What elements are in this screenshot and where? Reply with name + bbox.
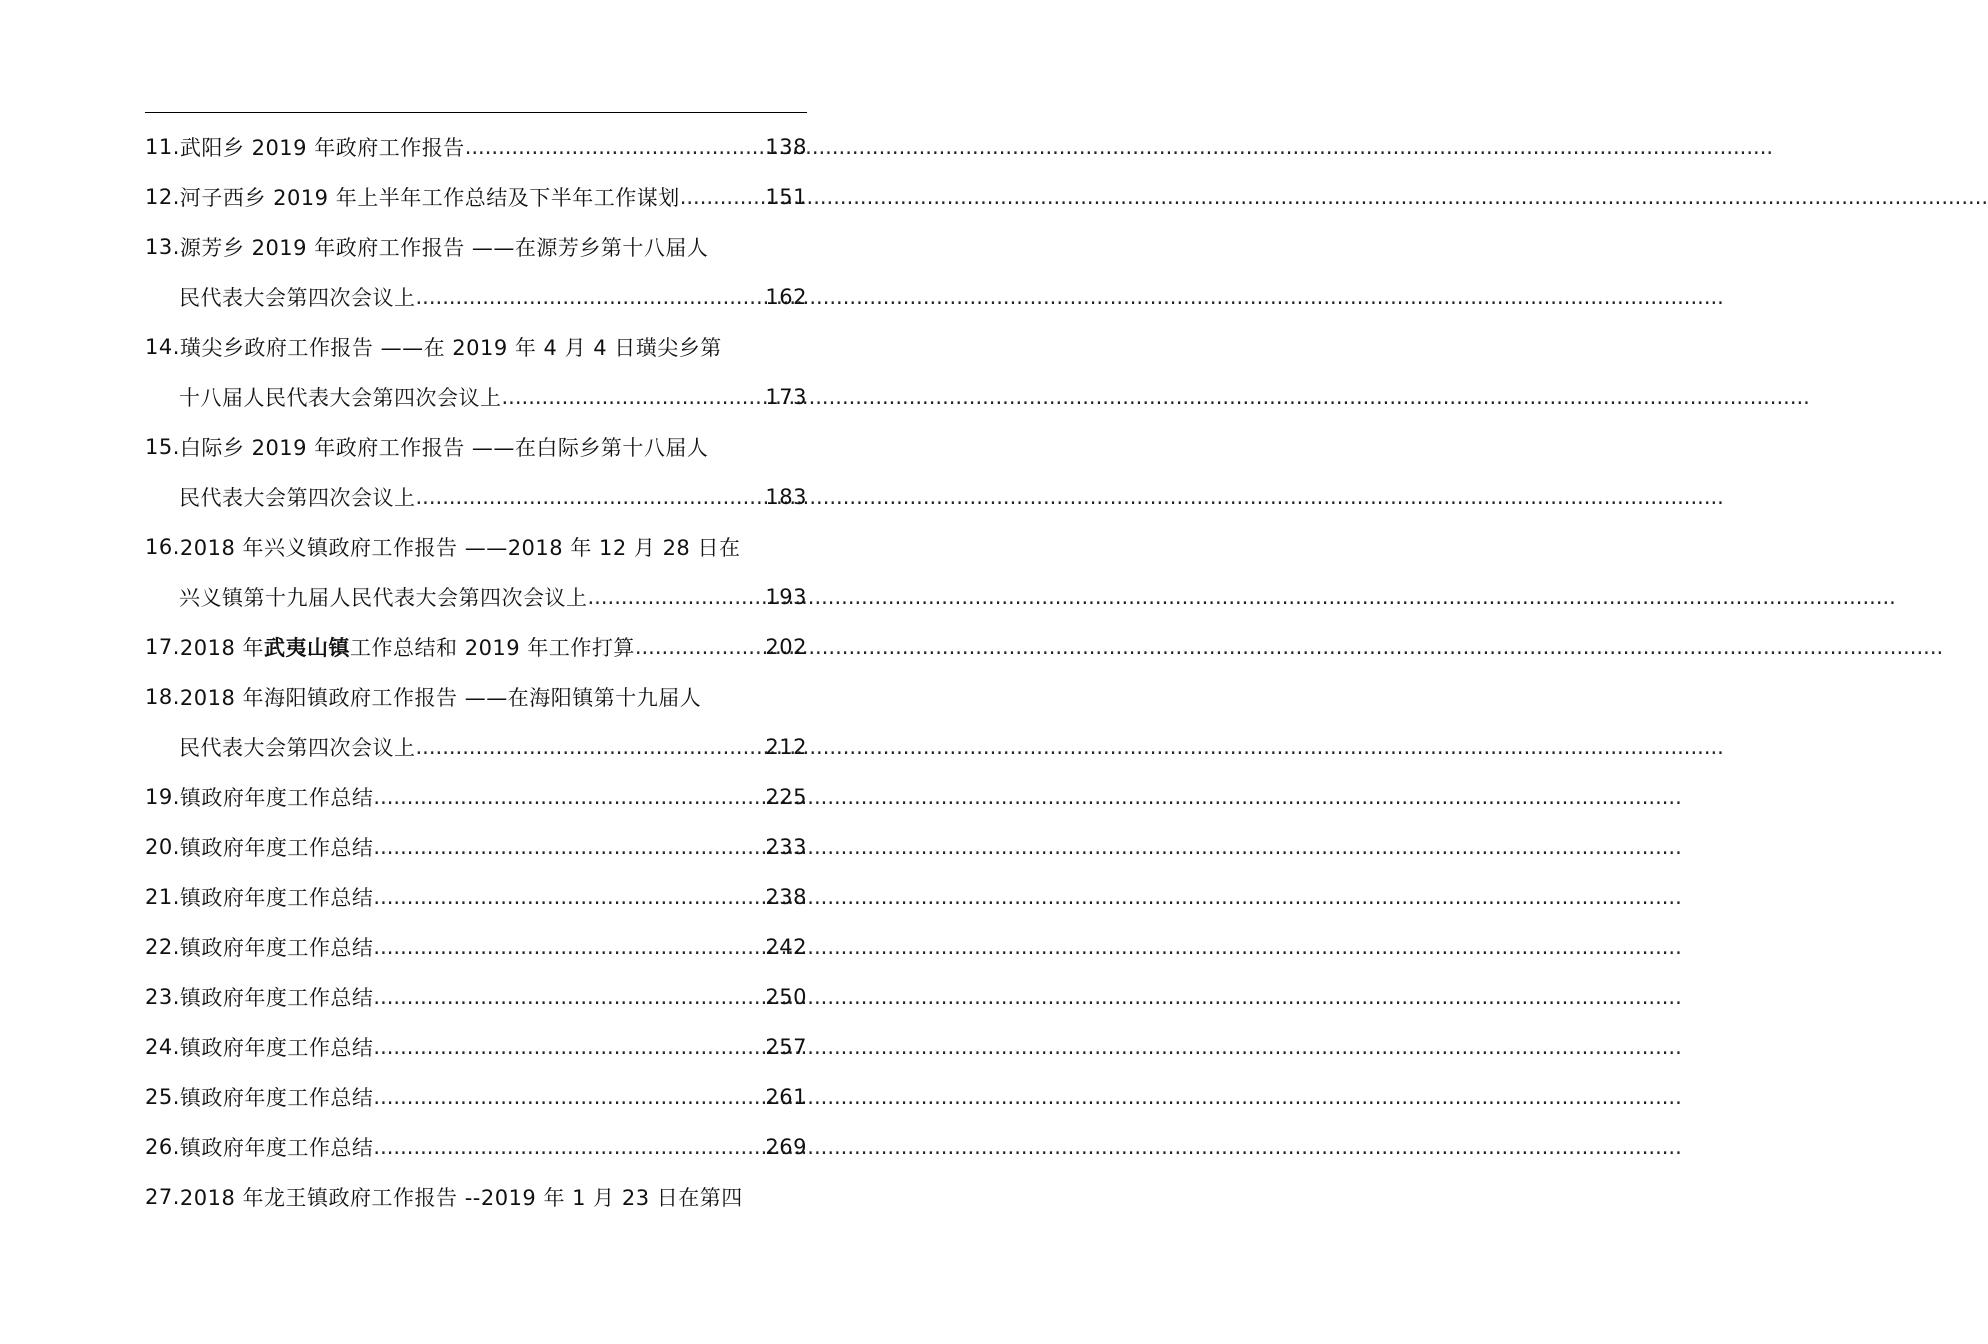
toc-entry-title — [180, 532, 741, 562]
toc-entry-title-text: 河子西乡 2019 年上半年工作总结及下半年工作谋划 — [179, 186, 680, 210]
toc-entry-title — [180, 632, 635, 662]
toc-leader-dots — [502, 385, 766, 409]
toc-entry-title — [179, 582, 588, 612]
toc-entry-title-text: 兴义镇第十九届人民代表大会第四次会议上 — [179, 586, 588, 610]
toc-entry-title — [179, 282, 416, 312]
toc-entry-title — [179, 482, 416, 512]
toc-entry[interactable] — [145, 672, 807, 722]
toc-entry-number: 12. — [145, 185, 180, 209]
toc-entry-title-text: 镇政府年度工作总结 — [179, 1136, 374, 1160]
toc-entry-title-text: 镇政府年度工作总结 — [179, 1036, 374, 1060]
toc-entry-title — [180, 982, 374, 1012]
toc-entry-title-text: 民代表大会第四次会议上 — [179, 286, 416, 310]
toc-page-number: 173 — [765, 385, 807, 409]
toc-entry-title-text: 镇政府年度工作总结 — [179, 986, 374, 1010]
toc-leader-dots — [416, 735, 766, 759]
toc-page-number: 242 — [765, 935, 807, 959]
toc-entry[interactable] — [145, 1022, 807, 1072]
toc-entry-title-text: 源芳乡 2019 年政府工作报告 ——在源芳乡第十八届人 — [179, 236, 709, 260]
toc-entry-title — [180, 932, 374, 962]
toc-entry-title — [180, 1132, 374, 1162]
toc-entry-title-text: 民代表大会第四次会议上 — [179, 736, 416, 760]
toc-leader-dots — [465, 135, 766, 159]
toc-entry-number: 17. — [145, 635, 180, 659]
toc-entry-continuation[interactable] — [145, 372, 807, 422]
toc-entry[interactable] — [145, 822, 807, 872]
toc-entry[interactable] — [145, 172, 807, 222]
toc-leader-dots — [588, 585, 766, 609]
toc-leader-dots — [373, 785, 765, 809]
toc-entry-title-text: 璜尖乡政府工作报告 ——在 2019 年 4 月 4 日璜尖乡第 — [179, 336, 722, 360]
toc-entry-title-bold: 武夷山镇 — [264, 636, 351, 660]
toc-entry-title-text: 2018 年海阳镇政府工作报告 ——在海阳镇第十九届人 — [179, 686, 702, 710]
toc-entry[interactable] — [145, 1172, 807, 1222]
toc-entry-title — [179, 732, 416, 762]
toc-entry-title — [180, 1182, 743, 1212]
toc-entry-number: 21. — [145, 885, 180, 909]
toc-page-number: 202 — [765, 635, 807, 659]
toc-page-number: 250 — [765, 985, 807, 1009]
toc-entry-title — [180, 432, 708, 462]
toc-entry[interactable] — [145, 522, 807, 572]
toc-entry[interactable] — [145, 922, 807, 972]
toc-leader-dots — [416, 485, 766, 509]
toc-entry-number: 18. — [145, 685, 180, 709]
toc-entry-title — [179, 382, 502, 412]
toc-entry-title-text: 十八届人民代表大会第四次会议上 — [179, 386, 502, 410]
toc-entry-number: 11. — [145, 135, 180, 159]
toc-entry-number: 20. — [145, 835, 180, 859]
toc-entry-number: 16. — [145, 535, 180, 559]
toc-entry-title-text: 镇政府年度工作总结 — [179, 1086, 374, 1110]
toc-entry[interactable] — [145, 222, 807, 272]
toc-entry-title-text: 武阳乡 2019 年政府工作报告 — [179, 136, 465, 160]
toc-leader-dots — [680, 185, 766, 209]
toc-entry[interactable] — [145, 972, 807, 1022]
document-page — [0, 0, 950, 1344]
toc-entry-number: 25. — [145, 1085, 180, 1109]
toc-page-number: 233 — [765, 835, 807, 859]
toc-page-number: 225 — [765, 785, 807, 809]
toc-entry-number: 13. — [145, 235, 180, 259]
toc-entry[interactable] — [145, 1072, 807, 1122]
toc-entry[interactable] — [145, 322, 807, 372]
toc-entry-title-text: 2018 年兴义镇政府工作报告 ——2018 年 12 月 28 日在 — [179, 536, 741, 560]
toc-leader-dots — [373, 1085, 765, 1109]
toc-entry-continuation[interactable] — [145, 722, 807, 772]
toc-page-number: 261 — [765, 1085, 807, 1109]
toc-entry-title-text: 白际乡 2019 年政府工作报告 ——在白际乡第十八届人 — [179, 436, 709, 460]
toc-leader-dots — [373, 835, 765, 859]
toc-leader-dots — [373, 935, 765, 959]
toc-entry-title — [180, 832, 374, 862]
toc-entry-title — [180, 882, 374, 912]
toc-entry-title-text: 镇政府年度工作总结 — [179, 786, 374, 810]
toc-entry-title-text: 2018 年龙王镇政府工作报告 --2019 年 1 月 23 日在第四 — [179, 1186, 743, 1210]
toc-page-number: 193 — [765, 585, 807, 609]
toc-entry-number: 23. — [145, 985, 180, 1009]
toc-entry-continuation[interactable] — [145, 472, 807, 522]
toc-entry-title — [180, 1082, 374, 1112]
toc-entry-title — [180, 332, 722, 362]
toc-leader-dots — [635, 635, 766, 659]
toc-page-number: 238 — [765, 885, 807, 909]
toc-entry[interactable] — [145, 622, 807, 672]
toc-leader-dots — [416, 285, 766, 309]
toc-entry-title — [180, 182, 680, 212]
toc-entry-number: 14. — [145, 335, 180, 359]
toc-entry-continuation[interactable] — [145, 272, 807, 322]
toc-entry-title — [180, 132, 465, 162]
toc-leader-dots — [373, 1135, 765, 1159]
toc-page-number: 138 — [765, 135, 807, 159]
toc-entry-title-text: 镇政府年度工作总结 — [179, 936, 374, 960]
toc-page-number: 162 — [765, 285, 807, 309]
toc-entry[interactable] — [145, 122, 807, 172]
toc-entry-title-text: 镇政府年度工作总结 — [179, 836, 374, 860]
toc-entry-number: 19. — [145, 785, 180, 809]
toc-page-number: 183 — [765, 485, 807, 509]
toc-entry-title-text: 工作总结和 2019 年工作打算 — [350, 636, 635, 660]
toc-entry[interactable] — [145, 422, 807, 472]
toc-entry-title-text: 2018 年 — [179, 636, 265, 660]
toc-entry[interactable] — [145, 872, 807, 922]
toc-entry-number: 24. — [145, 1035, 180, 1059]
toc-entry[interactable] — [145, 1122, 807, 1172]
toc-entry-title-text: 民代表大会第四次会议上 — [179, 486, 416, 510]
toc-entry-title-text: 镇政府年度工作总结 — [179, 886, 374, 910]
toc-entry-number: 27. — [145, 1185, 180, 1209]
toc-page-number: 269 — [765, 1135, 807, 1159]
header-rule — [145, 112, 807, 113]
toc-entry-title — [180, 232, 708, 262]
toc-entry[interactable] — [145, 772, 807, 822]
toc-leader-dots — [373, 985, 765, 1009]
toc-entry-title — [180, 782, 374, 812]
toc-entry-number: 26. — [145, 1135, 180, 1159]
table-of-contents — [145, 122, 807, 1222]
toc-page-number: 151 — [765, 185, 807, 209]
toc-entry-continuation[interactable] — [145, 572, 807, 622]
toc-page-number: 212 — [765, 735, 807, 759]
toc-entry-number: 15. — [145, 435, 180, 459]
toc-entry-number: 22. — [145, 935, 180, 959]
toc-entry-title — [180, 682, 701, 712]
toc-page-number: 257 — [765, 1035, 807, 1059]
toc-leader-dots — [373, 885, 765, 909]
toc-leader-dots — [373, 1035, 765, 1059]
toc-entry-title — [180, 1032, 374, 1062]
